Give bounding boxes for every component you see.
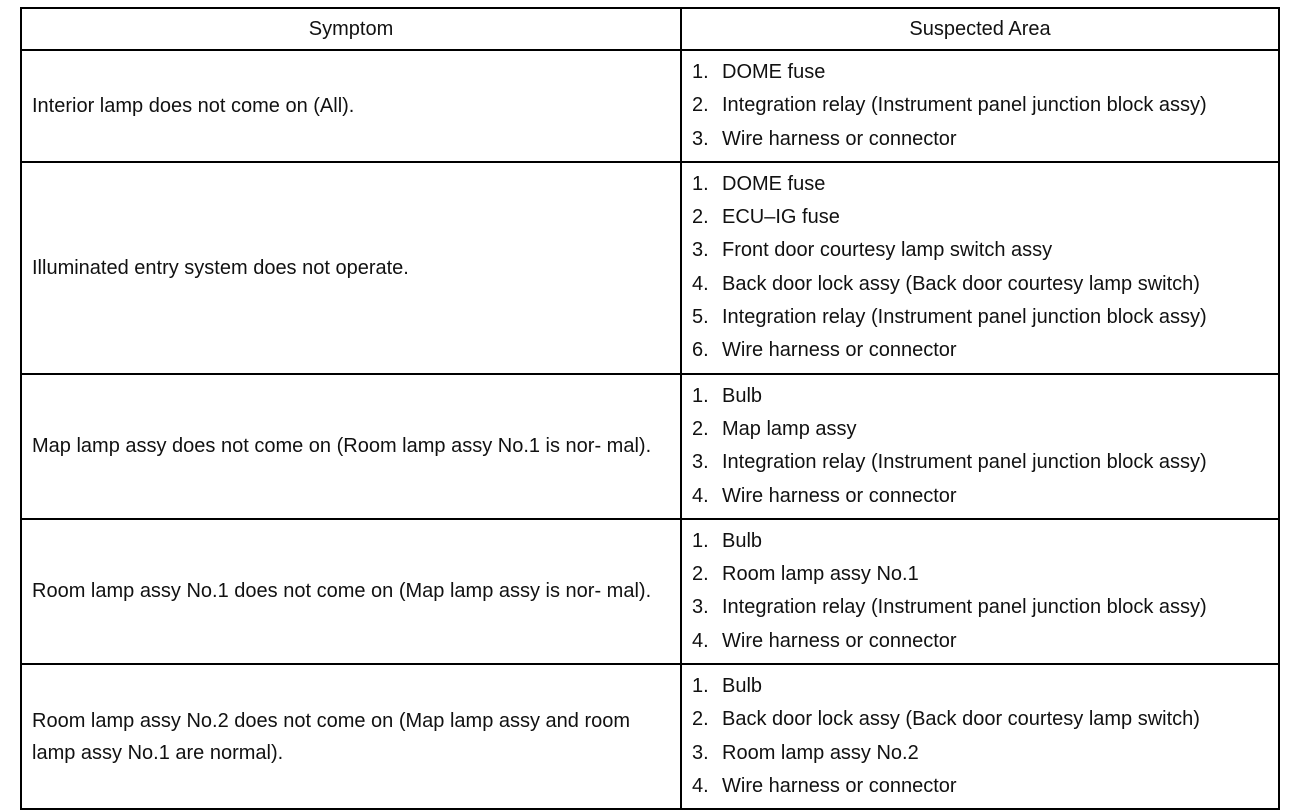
table-row [21,664,1279,809]
list-item-number: 2. [692,708,709,731]
list-item-number: 4. [692,484,709,507]
suspected-area-list [692,670,1278,803]
list-item [692,89,1278,122]
list-item-text: Back door lock assy (Back door courtesy lamp switch) [722,708,1200,731]
list-item-number: 2. [692,563,709,586]
list-item-text: Back door lock assy (Back door courtesy lamp switch) [722,272,1200,295]
table-row [21,50,1279,162]
list-item-text: Room lamp assy No.2 [722,741,919,764]
list-item [692,201,1278,234]
list-item [692,168,1278,201]
suspected-area-cell [681,374,1279,519]
list-item-number: 3. [692,239,709,262]
list-item-text: DOME fuse [722,61,826,83]
list-item [692,123,1278,156]
list-item-number: 3. [692,741,709,764]
list-item-number: 4. [692,629,709,652]
list-item-text: Integration relay (Instrument panel junction block assy) [722,596,1207,619]
suspected-area-list [692,380,1278,513]
list-item-number: 1. [692,172,709,195]
list-item-text: Wire harness or connector [722,339,957,362]
list-item-number: 2. [692,206,709,229]
list-item-number: 4. [692,272,709,295]
list-item [692,591,1278,624]
symptom-cell: Interior lamp does not come on (All). [21,50,681,162]
list-item-text: Bulb [722,529,763,552]
list-item [692,770,1278,803]
list-item-number: 1. [692,529,709,552]
list-item [692,480,1278,513]
list-item [692,380,1278,413]
list-item [692,234,1278,267]
list-item [692,670,1278,703]
suspected-area-list [692,168,1278,368]
list-item-number: 4. [692,774,709,797]
list-item [692,525,1278,558]
list-item-number: 1. [692,675,709,698]
list-item-number: 2. [692,94,709,117]
suspected-area-column-header: Suspected Area [681,8,1279,50]
suspected-area-cell [681,664,1279,809]
list-item-text: Front door courtesy lamp switch assy [722,239,1053,262]
suspected-area-cell [681,162,1279,374]
list-item [692,301,1278,334]
list-item-number: 1. [692,384,709,407]
symptom-cell: Illuminated entry system does not operate. [21,162,681,374]
list-item-number: 3. [692,596,709,619]
list-item [692,56,1278,89]
symptom-cell: Room lamp assy No.1 does not come on (Map lamp assy is nor- mal). [21,519,681,664]
list-item-text: Bulb [722,675,763,698]
table-row [21,374,1279,519]
symptom-cell: Map lamp assy does not come on (Room lamp assy No.1 is nor- mal). [21,374,681,519]
suspected-area-cell [681,50,1279,162]
list-item-number: 3. [692,127,709,150]
symptom-column-header: Symptom [21,8,681,50]
list-item-number: 2. [692,417,709,440]
list-item [692,446,1278,479]
symptom-table [20,7,1280,810]
table-row [21,162,1279,374]
header-row [21,8,1279,50]
list-item-text: Wire harness or connector [722,774,957,797]
list-item-number: 1. [692,61,709,83]
suspected-area-cell [681,519,1279,664]
list-item [692,413,1278,446]
list-item [692,703,1278,736]
list-item-text: Bulb [722,384,763,407]
list-item [692,625,1278,658]
suspected-area-list [692,525,1278,658]
list-item-text: DOME fuse [722,172,826,195]
list-item [692,334,1278,367]
suspected-area-list [692,56,1278,156]
list-item-text: ECU–IG fuse [722,206,840,229]
list-item-text: Integration relay (Instrument panel junction block assy) [722,451,1207,474]
list-item-text: Integration relay (Instrument panel junction block assy) [722,306,1207,329]
symptom-cell: Room lamp assy No.2 does not come on (Map lamp assy and room lamp assy No.1 are normal). [21,664,681,809]
list-item-number: 6. [692,339,709,362]
list-item [692,558,1278,591]
table-row [21,519,1279,664]
list-item-number: 3. [692,451,709,474]
list-item-text: Map lamp assy [722,417,857,440]
list-item-text: Wire harness or connector [722,484,957,507]
document-page [20,7,1280,810]
list-item-text: Wire harness or connector [722,629,957,652]
list-item-text: Wire harness or connector [722,127,957,150]
list-item [692,268,1278,301]
list-item [692,737,1278,770]
list-item-text: Room lamp assy No.1 [722,563,919,586]
list-item-text: Integration relay (Instrument panel junction block assy) [722,94,1207,117]
list-item-number: 5. [692,306,709,329]
